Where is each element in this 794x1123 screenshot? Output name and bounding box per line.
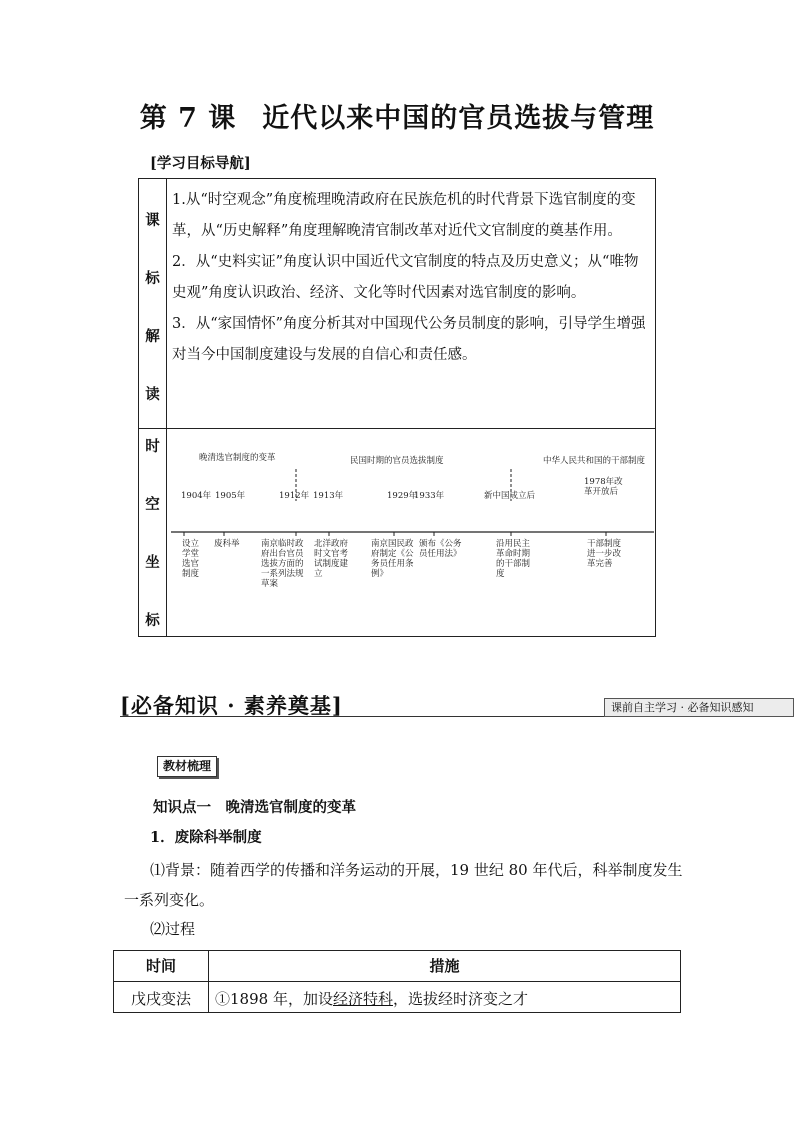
measures-header-time: 时间	[145, 957, 176, 975]
event-time: 1913年	[313, 491, 344, 501]
event-desc: 颁布《公务员任用法》	[419, 539, 462, 559]
event-time: 1978年改革开放后	[584, 477, 623, 497]
event-desc: 北洋政府时文官考试制度建立	[314, 539, 349, 579]
process-label: ⑵过程	[150, 920, 196, 938]
table-row-time: 戊戌变法	[130, 990, 191, 1008]
timeline-label-char: 坐	[145, 554, 160, 571]
event-desc: 设立学堂选官制度	[182, 539, 200, 579]
objectives-label-char: 解	[145, 328, 160, 345]
objectives-text	[172, 185, 650, 371]
objective-item: 3．从“家国情怀”角度分析其对中国现代公务员制度的影响，引导学生增强对当今中国制度建设与发展的自信心和责任感。	[172, 316, 646, 363]
event-desc: 干部制度进一步改革完善	[587, 539, 622, 569]
measure-text: ①1898 年，加设	[215, 990, 333, 1008]
objective-item: 2．从“史料实证”角度认识中国近代文官制度的特点及历史意义；从“唯物史观”角度认识政治、经济、文化等时代因素对选官制度的影响。	[172, 254, 639, 301]
event-time: 1933年	[414, 491, 445, 501]
material-badge: 教材梳理	[157, 756, 217, 777]
timeline-label-char: 时	[145, 438, 160, 455]
objectives-label-char: 读	[145, 386, 160, 403]
timeline-label-char: 空	[145, 496, 160, 513]
measure-text: ，选拔经时济变之才	[392, 990, 528, 1008]
period-label: 民国时期的官员选拔制度	[350, 456, 444, 466]
period-label: 中华人民共和国的干部制度	[543, 456, 646, 466]
event-time: 1912年	[279, 491, 310, 501]
measure-highlight: 经济特科	[332, 990, 393, 1008]
goals-heading: [学习目标导航]	[150, 155, 251, 172]
measures-table	[113, 950, 681, 1013]
measures-header-measure: 措施	[429, 957, 460, 975]
background-text: ⑴背景：随着西学的传播和洋务运动的开展，19 世纪 80 年代后，科举制度发生一系列变化。	[124, 861, 683, 909]
section-divider	[120, 716, 605, 717]
event-time: 1905年	[215, 491, 246, 501]
period-label: 晚清选官制度的变革	[199, 453, 276, 463]
lesson-number: 第 7 课	[139, 103, 237, 134]
table-row-measure	[215, 988, 528, 1009]
subheading: 1．废除科举制度	[150, 829, 262, 846]
event-time: 新中国成立后	[484, 491, 536, 501]
event-time: 1904年	[181, 491, 212, 501]
event-desc: 废科举	[214, 539, 240, 549]
section-title: [必备知识 · 素养奠基]	[120, 693, 343, 718]
lesson-name: 近代以来中国的官员选拔与管理	[262, 103, 655, 134]
knowledge-point-heading: 知识点一 晚清选官制度的变革	[153, 799, 356, 816]
objectives-label-char: 标	[145, 270, 160, 287]
objectives-table	[138, 178, 656, 637]
page-title	[0, 96, 794, 135]
event-desc: 南京临时政府出台官员选拔方面的一系列法规草案	[261, 539, 304, 589]
timeline-label-char: 标	[145, 612, 160, 629]
background-paragraph	[124, 855, 684, 915]
section-tag: 课前自主学习 · 必备知识感知	[604, 698, 794, 717]
objective-item: 1.从“时空观念”角度梳理晚清政府在民族危机的时代背景下选官制度的变革，从“历史解释”角度理解晚清官制改革对近代文官制度的奠基作用。	[172, 192, 636, 239]
timeline-diagram	[166, 429, 655, 636]
event-time: 1929年	[387, 491, 418, 501]
event-desc: 沿用民主革命时期的干部制度	[496, 539, 531, 579]
objectives-label-char: 课	[145, 212, 160, 229]
event-desc: 南京国民政府制定《公务员任用条例》	[371, 539, 414, 579]
